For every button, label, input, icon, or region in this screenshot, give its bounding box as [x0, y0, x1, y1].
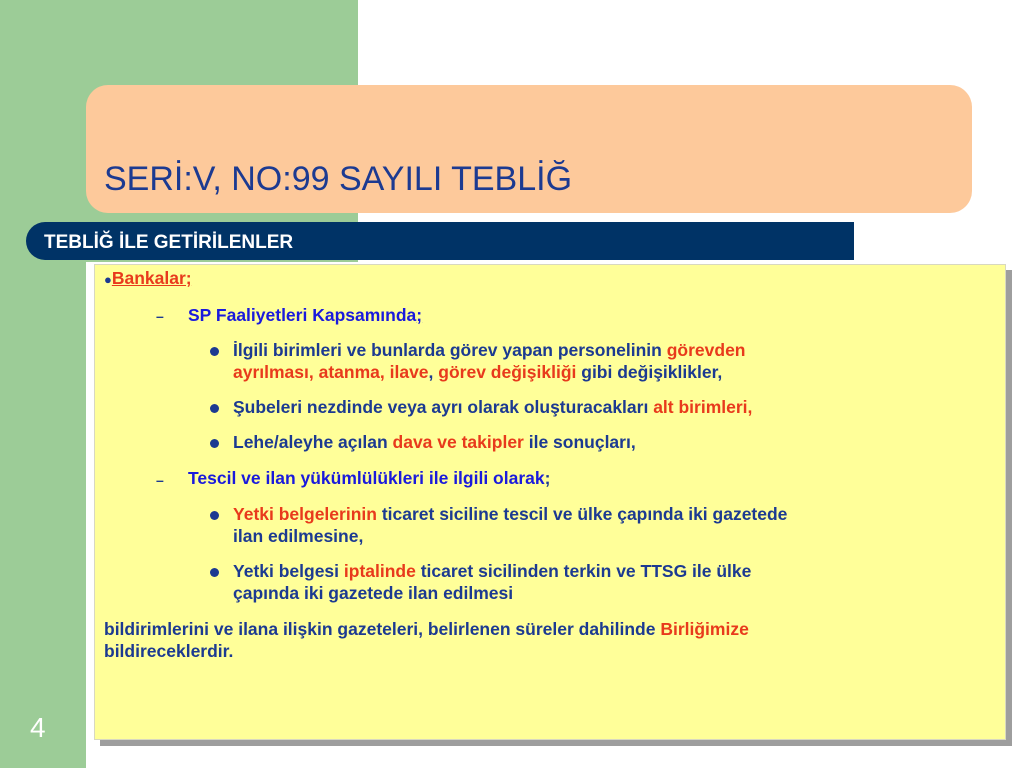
content-box	[94, 264, 1006, 740]
text-segment: Şubeleri nezdinde veya ayrı olarak oluşturacakları	[233, 397, 654, 417]
sub1-item-1-line1	[233, 340, 746, 361]
sub2-label: Tescil ve ilan yükümlülükleri ile ilgili olarak	[188, 468, 545, 488]
page-title: SERİ:V, NO:99 SAYILI TEBLİĞ	[104, 160, 573, 198]
highlight-segment: görev değişikliği	[438, 362, 577, 382]
highlight-segment: iptalinde	[343, 561, 416, 581]
bullet-dot-icon	[210, 568, 219, 577]
bullet-dot-icon	[210, 439, 219, 448]
sub1-heading	[188, 305, 422, 326]
sub1-punct: ;	[416, 305, 423, 325]
bullet-dot-icon	[210, 404, 219, 413]
closing-line1	[104, 619, 749, 640]
highlight-segment: dava ve takipler	[392, 432, 524, 452]
text-segment: İlgili birimleri ve bunlarda görev yapan personelinin	[233, 340, 667, 360]
text-segment: ticaret siciline tescil ve ülke çapında iki gazetede	[376, 504, 788, 524]
text-segment: gibi değişiklikler,	[576, 362, 723, 382]
section-header-text: TEBLİĞ İLE GETİRİLENLER	[44, 232, 294, 253]
highlight-segment: görevden	[666, 340, 746, 360]
sub1-item-1-line2	[233, 362, 722, 383]
text-segment: ,	[428, 362, 439, 382]
level1-label: Bankalar;	[111, 268, 192, 288]
bullet-dot-icon	[210, 511, 219, 520]
sub1-item-2-line1	[233, 397, 752, 418]
dash-icon: –	[156, 308, 164, 324]
bullet-icon: ●	[104, 272, 112, 287]
page-number: 4	[30, 712, 46, 743]
text-segment: Yetki belgesi	[233, 561, 344, 581]
sub1-item-3-line1	[233, 432, 636, 453]
text-segment: bildirimlerini ve ilana ilişkin gazeteleri, belirlenen süreler dahilinde	[104, 619, 661, 639]
sub2-item-1-line1	[233, 504, 787, 525]
sub2-punct: ;	[544, 468, 551, 488]
dash-icon: –	[156, 472, 164, 488]
text-segment: ticaret sicilinden terkin ve TTSG ile ülke	[415, 561, 752, 581]
highlight-segment: alt birimleri,	[653, 397, 753, 417]
text-segment: ile sonuçları,	[523, 432, 636, 452]
sub2-item-1-line2: ilan edilmesine,	[233, 526, 364, 546]
highlight-segment: Yetki belgelerinin	[233, 504, 377, 524]
sub2-item-2-line1	[233, 561, 751, 582]
highlight-segment: Birliğimize	[660, 619, 749, 639]
highlight-segment: ayrılması, atanma, ilave	[233, 362, 429, 382]
level1-item	[104, 268, 192, 289]
text-segment: Lehe/aleyhe açılan	[233, 432, 393, 452]
sub2-heading	[188, 468, 550, 489]
sub2-item-2-line2: çapında iki gazetede ilan edilmesi	[233, 583, 514, 603]
bullet-dot-icon	[210, 347, 219, 356]
closing-line2: bildireceklerdir.	[104, 641, 234, 661]
sub1-label: SP Faaliyetleri Kapsamında	[188, 305, 417, 325]
